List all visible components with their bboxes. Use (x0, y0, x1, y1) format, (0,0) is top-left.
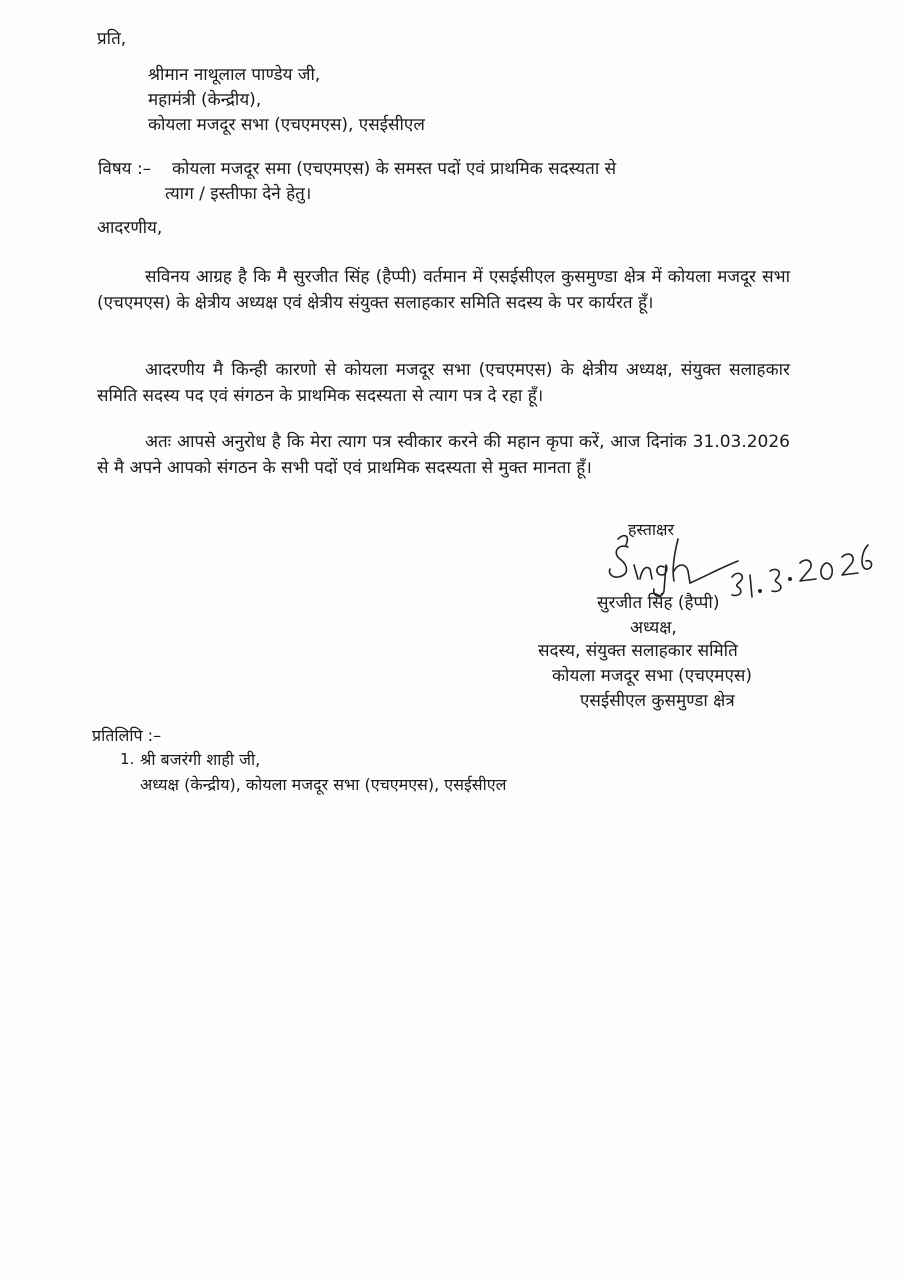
body-paragraph-1: सविनय आग्रह है कि मै सुरजीत सिंह (हैप्पी) वर्तमान में एसईसीएल कुसमुण्डा क्षेत्र में कोयला मजदूर सभा (एचएमएस) के क्षेत्रीय अध्यक्ष एवं क्षेत्रीय संयुक्त सलाहकार समिति सदस्य के पर कार्यरत हूँ। (97, 267, 790, 313)
addressee-organization: कोयला मजदूर सभा (एचएमएस), एसईसीएल (148, 115, 425, 135)
copy-item-number: 1. (120, 750, 135, 768)
signatory-member: सदस्य, संयुक्त सलाहकार समिति (538, 641, 738, 661)
signatory-name: सुरजीत सिंह (हैप्पी) (597, 593, 720, 613)
signatory-title: अध्यक्ष, (630, 618, 677, 638)
salutation: आदरणीय, (97, 218, 163, 238)
subject-label: विषय :– (98, 159, 152, 179)
signature-label: हस्ताक्षर (628, 520, 675, 539)
subject-line-1: कोयला मजदूर समा (एचएमएस) के समस्त पदों एवं प्राथमिक सदस्यता से (172, 159, 617, 179)
signatory-area: एसईसीएल कुसमुण्डा क्षेत्र (580, 691, 735, 711)
to-label: प्रति, (97, 29, 127, 49)
handwritten-signature (604, 525, 874, 600)
copy-to-label: प्रतिलिपि :– (92, 726, 162, 745)
subject-line-2: त्याग / इस्तीफा देने हेतु। (165, 184, 312, 204)
body-paragraph-2: आदरणीय मै किन्ही कारणो से कोयला मजदूर सभा (एचएमएस) के क्षेत्रीय अध्यक्ष, संयुक्त सलाहकार समिति सदस्य पद एवं संगठन के प्राथमिक सदस्यता से त्याग पत्र दे रहा हूँ। (97, 360, 790, 406)
body-paragraph-3: अतः आपसे अनुरोध है कि मेरा त्याग पत्र स्वीकार करने की महान कृपा करें, आज दिनांक 31.03.2026 से मै अपने आपको संगठन के सभी पदों एवं प्राथमिक सदस्यता से मुक्त मानता हूँ। (97, 432, 790, 478)
addressee-designation: महामंत्री (केन्द्रीय), (148, 90, 262, 110)
copy-item-description: अध्यक्ष (केन्द्रीय), कोयला मजदूर सभा (एचएमएस), एसईसीएल (140, 775, 507, 794)
copy-item-name: श्री बजरंगी शाही जी, (140, 750, 261, 769)
signatory-organization: कोयला मजदूर सभा (एचएमएस) (552, 666, 752, 686)
addressee-name: श्रीमान नाथूलाल पाण्डेय जी, (148, 65, 321, 85)
